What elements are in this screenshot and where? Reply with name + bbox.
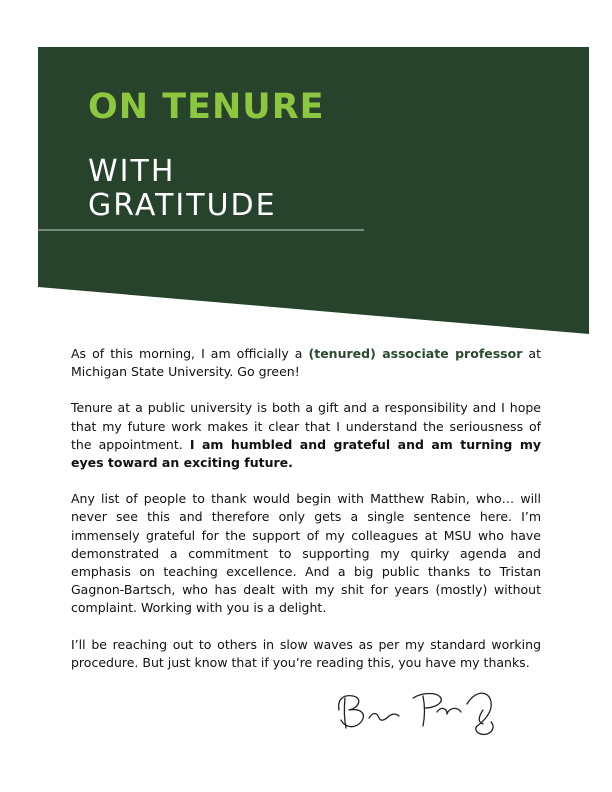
page-title: ON TENURE	[88, 87, 325, 127]
subtitle-line-1: WITH	[88, 154, 176, 189]
paragraph-announcement	[71, 345, 541, 381]
letter-body	[71, 345, 541, 690]
tenure-text: Tenure at a public university is both a gift and a responsibility and I hope that my future work makes it clear that I understand the seriousness of the appointment.	[71, 400, 541, 452]
signature-icon	[333, 682, 508, 742]
tenured-title-highlight: (tenured) associate professor	[308, 346, 523, 361]
paragraph-thanks: Any list of people to thank would begin with Matthew Rabin, who… will never see this and therefore only gets a single sentence here. I’m immensely grateful for the support of my colleagues at MSU who have demonstrated a commitment to supporting my quirky agenda and emphasis on teaching excellence. And a big public thanks to Tristan Gagnon-Bartsch, who has dealt with my shit for years (mostly) without complaint. Working with you is a delight.	[71, 491, 541, 616]
announcement-text-end: at Michigan State University. Go green!	[71, 346, 541, 380]
paragraph-tenure	[71, 399, 541, 472]
subtitle-line-2: GRATITUDE	[88, 188, 277, 223]
announcement-text-start: As of this morning, I am officially a	[71, 346, 309, 361]
page-subtitle	[88, 155, 378, 223]
tenure-bold-statement: I am humbled and grateful and am turning my eyes toward an exciting future.	[71, 436, 541, 471]
paragraph-closing: I’ll be reaching out to others in slow waves as per my standard working procedure. But just know that if you’re reading this, you have my thanks.	[71, 636, 541, 670]
